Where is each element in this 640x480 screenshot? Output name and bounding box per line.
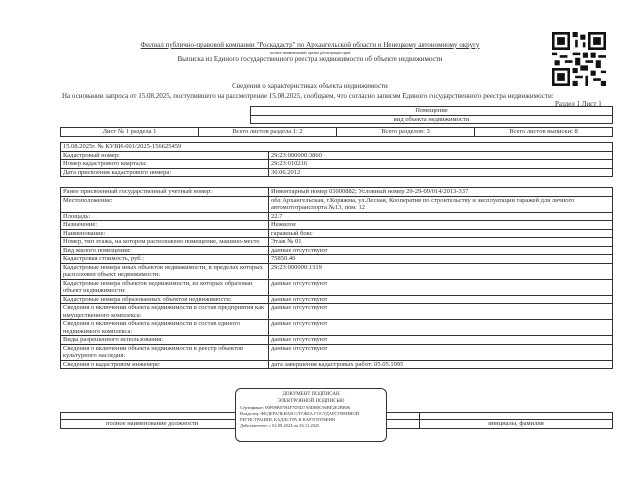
- stamp-line: РЕГИСТРАЦИИ, КАДАСТРА И КАРТОГРАФИИ: [240, 417, 336, 422]
- stamp-line: ДОКУМЕНТ ПОДПИСАН: [282, 392, 340, 397]
- extract-sheets-total: Всего листов выписки: 8: [475, 128, 613, 137]
- cadastral-table: [60, 142, 613, 177]
- row-label: Площадь:: [61, 212, 269, 221]
- row-value: обл Архангельская, г.Коряжма, ул.Лесная, Кооператив по строительству и эксплуатации гаражей для личного автомототранспорта №13, пом. 12: [269, 196, 613, 212]
- row-value: Этаж № 01: [269, 238, 613, 247]
- row-value: 30.06.2012: [269, 168, 613, 177]
- qr-code: [552, 32, 606, 86]
- table-row: [61, 279, 613, 295]
- table-row: [61, 196, 613, 212]
- table-row: [61, 263, 613, 279]
- row-value: данные отсутствуют: [269, 295, 613, 304]
- row-label: Наименование:: [61, 229, 269, 238]
- row-value: гаражный бокс: [269, 229, 613, 238]
- row-label: Кадастровая стоимость, руб.:: [61, 255, 269, 264]
- section-sheets-total: Всего листов раздела 1: 2: [199, 128, 337, 137]
- row-value: данные отсутствуют: [269, 304, 613, 320]
- table-row: [61, 151, 613, 160]
- row-label: Кадастровые номера образованных объектов недвижимости:: [61, 295, 269, 304]
- row-value: данные отсутствуют: [269, 279, 613, 295]
- table-row: [61, 238, 613, 247]
- basis-text: На основании запроса от 15.08.2025, поступившего на рассмотрение 15.08.2025, сообщаем, что согласно записям Единого государственного реестра недвижимости:: [62, 92, 554, 100]
- stamp-line: Действителен: с 02.09.2024 по 26.11.2025: [240, 423, 320, 428]
- position-caption: полное наименование должности: [61, 420, 336, 429]
- table-row: [61, 212, 613, 221]
- sections-total: Всего разделов: 3: [337, 128, 475, 137]
- row-value: 29:23:000000:3860: [269, 151, 613, 160]
- row-value: Нежилое: [269, 221, 613, 230]
- row-value: данные отсутствуют: [269, 320, 613, 336]
- row-value: Инвентарный номер 03000882; Условный номер 29-29-09/014/2013-337: [269, 188, 613, 197]
- table-row: [61, 295, 613, 304]
- table-row: [61, 229, 613, 238]
- row-label: Сведения о кадастровом инженере:: [61, 360, 269, 369]
- row-label: Сведения о включении объекта недвижимости в состав предприятия как имущественного комплекса:: [61, 304, 269, 320]
- row-label: Вид жилого помещения:: [61, 246, 269, 255]
- row-label: Номер, тип этажа, на котором расположено помещение, машино-место: [61, 238, 269, 247]
- stamp-line: ЭЛЕКТРОННОЙ ПОДПИСЬЮ: [277, 398, 345, 404]
- row-label: Виды разрешенного использования:: [61, 336, 269, 345]
- table-row: [61, 221, 613, 230]
- object-type-table: [250, 106, 613, 124]
- row-value: данные отсутствуют: [269, 344, 613, 360]
- row-value: 29:23:010216: [269, 160, 613, 169]
- row-label: Сведения о включении объекта недвижимости в состав единого недвижимого комплекса:: [61, 320, 269, 336]
- table-row: [61, 320, 613, 336]
- org-name: Филиал публично-правовой компании "Роскадастр" по Архангельской области и Ненецкому автономному округу: [140, 41, 480, 49]
- document-title: Выписка из Единого государственного реестра недвижимости об объекте недвижимости: [177, 55, 443, 63]
- table-row: [61, 255, 613, 264]
- table-row: [61, 336, 613, 345]
- details-table: [60, 187, 613, 369]
- row-value: дата завершения кадастровых работ: 05.05.1995: [269, 360, 613, 369]
- doc-number: 15.08.2025г. № КУВИ-001/2025-156625459: [61, 143, 613, 152]
- row-label: Кадастровый номер:: [61, 151, 269, 160]
- sheet-number: Лист № 1 раздела 1: [61, 128, 199, 137]
- row-value: данные отсутствуют: [269, 246, 613, 255]
- row-value: данные отсутствуют: [269, 336, 613, 345]
- table-row: [61, 304, 613, 320]
- row-label: Номер кадастрового квартала:: [61, 160, 269, 169]
- section-sheet: Раздел 1 Лист 1: [555, 100, 602, 108]
- row-value: 22.7: [269, 212, 613, 221]
- row-label: Назначение:: [61, 221, 269, 230]
- table-row: [61, 188, 613, 197]
- row-value: 75850.46: [269, 255, 613, 264]
- name-caption: инициалы, фамилия: [420, 420, 613, 429]
- row-label: Сведения о включении объекта недвижимости в реестр объектов культурного наследия:: [61, 344, 269, 360]
- stamp-line: Владелец: ФЕДЕРАЛЬНАЯ СЛУЖБА ГОСУДАРСТВЕННОЙ: [240, 411, 360, 416]
- stamp-line: Сертификат: 00F08B07B4F7D5D7A0DB0C96BE2E2BB06: [240, 405, 351, 410]
- row-value: 29:23:000000:1319: [269, 263, 613, 279]
- row-label: Кадастровые номера объектов недвижимости, из которых образован объект недвижимости:: [61, 279, 269, 295]
- table-row: [61, 344, 613, 360]
- table-row: [61, 160, 613, 169]
- org-caption: полное наименование органа регистрации прав: [269, 50, 351, 55]
- electronic-signature-stamp: [235, 388, 387, 442]
- row-label: Ранее присвоенный государственный учетный номер:: [61, 188, 269, 197]
- table-row: [61, 360, 613, 369]
- object-type: Помещение: [251, 107, 613, 116]
- table-row: [61, 246, 613, 255]
- row-label: Кадастровые номера иных объектов недвижимости, в пределах которых расположен объект недвижимости:: [61, 263, 269, 279]
- row-label: Дата присвоения кадастрового номера:: [61, 168, 269, 177]
- object-type-caption: вид объекта недвижимости: [251, 115, 613, 124]
- section-title: Сведения о характеристиках объекта недвижимости: [232, 82, 388, 90]
- sheet-info-table: [60, 127, 613, 137]
- row-label: Местоположение:: [61, 196, 269, 212]
- table-row: [61, 168, 613, 177]
